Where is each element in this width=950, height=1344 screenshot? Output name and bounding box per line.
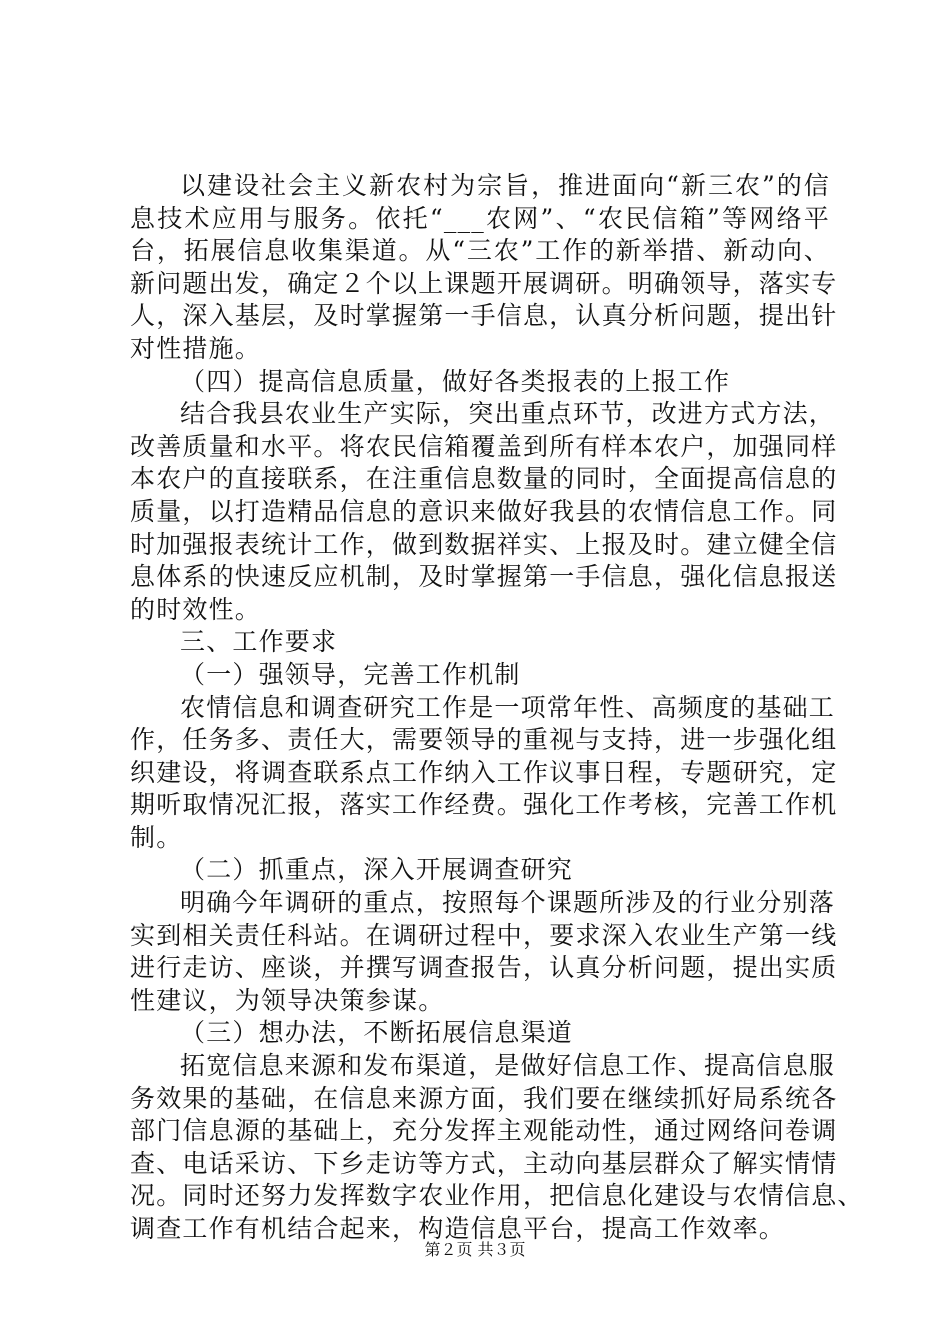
- paragraph-line: 明确今年调研的重点，按照每个课题所涉及的行业分别落: [180, 888, 836, 918]
- paragraph-line: 实到相关责任科站。在调研过程中，要求深入农业生产第一线: [130, 920, 838, 950]
- paragraph-line: 部门信息源的基础上，充分发挥主观能动性，通过网络问卷调: [130, 1116, 838, 1146]
- paragraph-line: 织建设，将调查联系点工作纳入工作议事日程，专题研究，定: [130, 757, 838, 787]
- section-heading: （四）提高信息质量，做好各类报表的上报工作: [180, 366, 731, 396]
- document-body: [130, 170, 864, 1246]
- paragraph-line: 作，任务多、责任大，需要领导的重视与支持，进一步强化组: [130, 725, 838, 755]
- paragraph-line: 期听取情况汇报，落实工作经费。强化工作考核，完善工作机: [130, 790, 838, 820]
- paragraph-line: 查、电话采访、下乡走访等方式，主动向基层群众了解实情情: [130, 1148, 838, 1178]
- page-number-footer: 第２页 共３页: [424, 1240, 526, 1259]
- paragraph-line: 改善质量和水平。将农民信箱覆盖到所有样本农户，加强同样: [130, 431, 838, 461]
- section-heading: 三、工作要求: [180, 627, 338, 657]
- paragraph-line: 息技术应用与服务。依托“___农网”、“农民信箱”等网络平: [130, 203, 830, 233]
- paragraph-line: 务效果的基础，在信息来源方面，我们要在继续抓好局系统各: [130, 1083, 838, 1113]
- section-heading: （三）想办法，不断拓展信息渠道: [180, 1018, 574, 1048]
- paragraph-line: 新问题出发，确定２个以上课题开展调研。明确领导，落实专: [130, 268, 838, 298]
- paragraph-line: 人，深入基层，及时掌握第一手信息，认真分析问题，提出针: [130, 301, 838, 331]
- paragraph-line: 性建议，为领导决策参谋。: [130, 985, 445, 1015]
- paragraph-line: 台，拓展信息收集渠道。从“三农”工作的新举措、新动向、: [130, 236, 830, 266]
- section-heading: （一）强领导，完善工作机制: [180, 659, 521, 689]
- paragraph-line: 质量，以打造精品信息的意识来做好我县的农情信息工作。同: [130, 496, 838, 526]
- paragraph-line: 况。同时还努力发挥数字农业作用，把信息化建设与农情信息、: [130, 1181, 864, 1211]
- paragraph-line: 对性措施。: [130, 333, 262, 363]
- paragraph-line: 农情信息和调查研究工作是一项常年性、高频度的基础工: [180, 692, 836, 722]
- paragraph-line: 本农户的直接联系，在注重信息数量的同时，全面提高信息的: [130, 464, 838, 494]
- paragraph-line: 进行走访、座谈，并撰写调查报告，认真分析问题，提出实质: [130, 953, 838, 983]
- paragraph-line: 以建设社会主义新农村为宗旨，推进面向“新三农”的信: [180, 171, 830, 200]
- paragraph-line: 息体系的快速反应机制，及时掌握第一手信息，强化信息报送: [130, 562, 838, 592]
- paragraph-line: 时加强报表统计工作，做到数据祥实、上报及时。建立健全信: [130, 529, 838, 559]
- paragraph-line: 调查工作有机结合起来，构造信息平台，提高工作效率。: [130, 1214, 786, 1243]
- paragraph-line: 拓宽信息来源和发布渠道，是做好信息工作、提高信息服: [180, 1051, 836, 1081]
- paragraph-line: 的时效性。: [130, 594, 262, 624]
- section-heading: （二）抓重点，深入开展调查研究: [180, 855, 574, 885]
- paragraph-line: 制。: [130, 822, 183, 852]
- paragraph-line: 结合我县农业生产实际，突出重点环节，改进方式方法，: [180, 399, 836, 429]
